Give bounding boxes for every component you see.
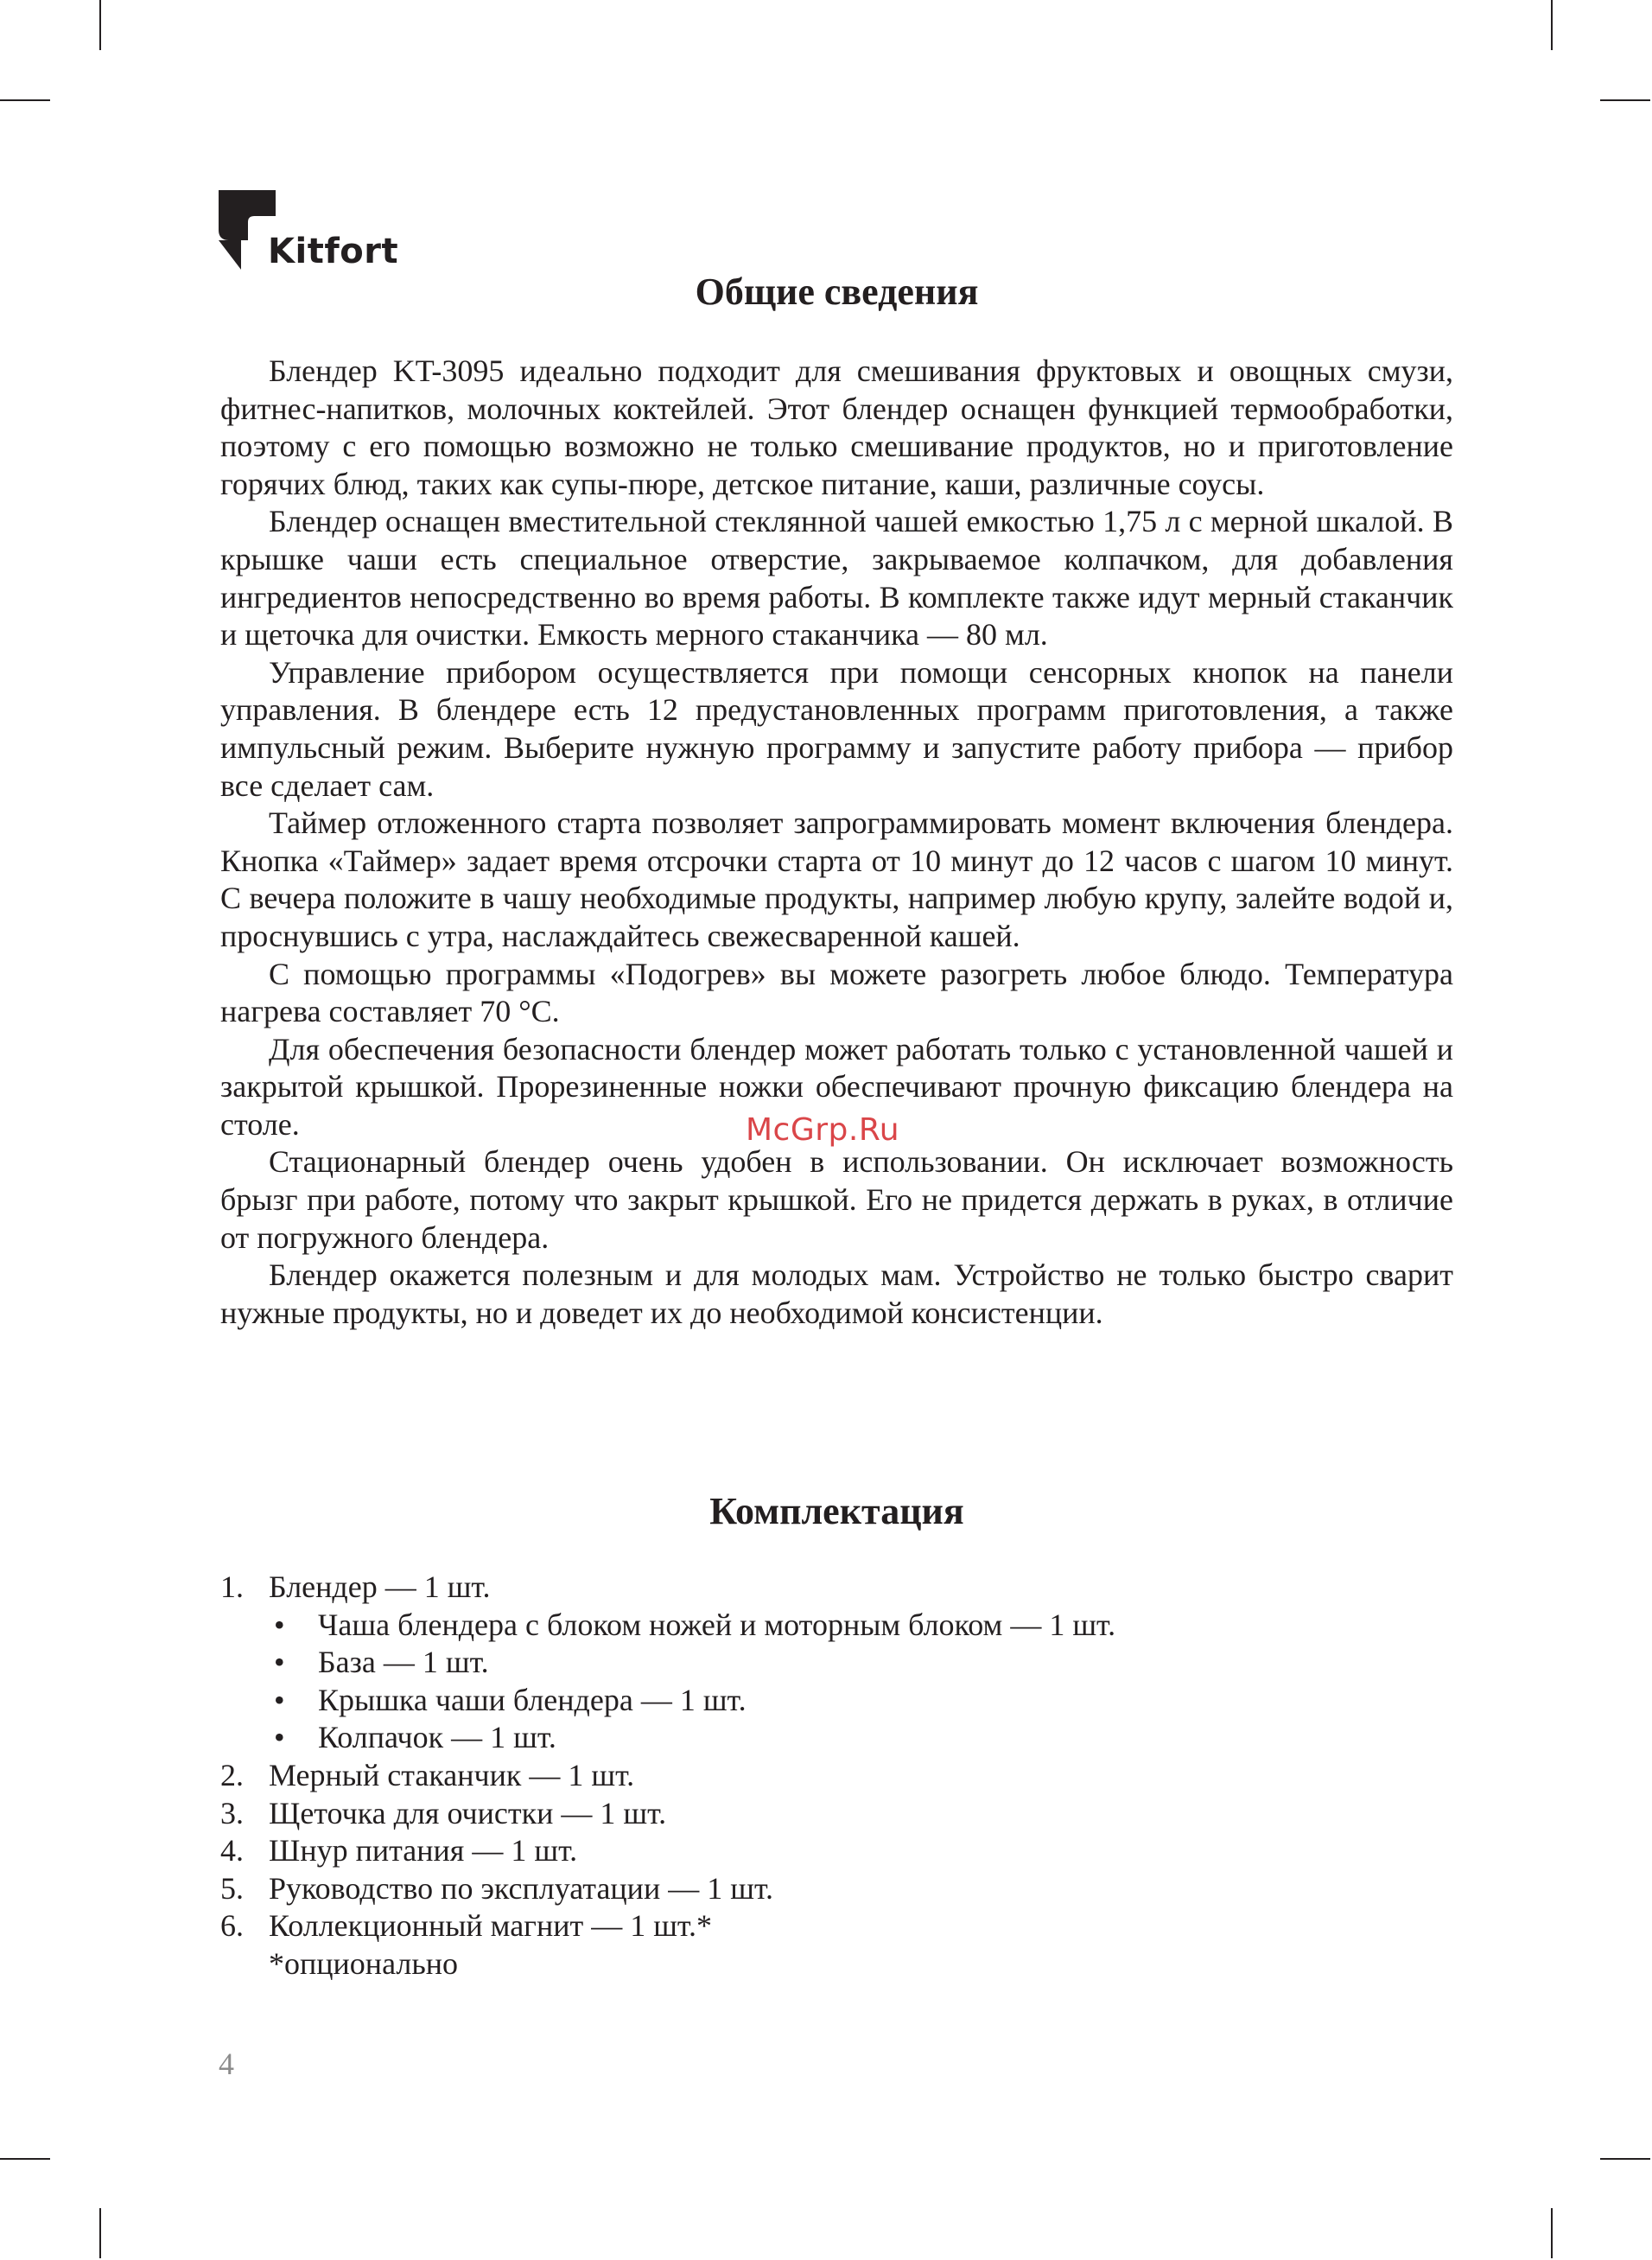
- bullet: •: [274, 1645, 285, 1680]
- paragraph: Таймер отложенного старта позволяет запрограммировать момент включения блендера. Кнопка «Таймер» задает время отсрочки старта от 10 минут до 12 часов с шагом 10 минут. С вечера положите в чашу необходимые продукты, например любую крупу, залейте водой и, проснувшись с утра, наслаждайтесь свежесваренной кашей.: [220, 805, 1453, 953]
- paragraph: Блендер KT-3095 идеально подходит для смешивания фруктовых и овощных смузи, фитнес-напитков, молочных коктейлей. Этот блендер оснащен функцией термообработки, поэтому с его помощью возможно не только смешивание продуктов, но и приготовление горячих блюд, таких как супы-пюре, детское питание, каши, различные соусы.: [220, 353, 1453, 501]
- list-number: 4.: [220, 1833, 244, 1868]
- paragraph: Блендер окажется полезным и для молодых мам. Устройство не только быстро сварит нужные продукты, но и доведет их до необходимой консистенции.: [220, 1257, 1453, 1330]
- general-info-section: [220, 273, 1453, 311]
- kit-section: [220, 1490, 1453, 1532]
- crop-mark: [0, 99, 50, 101]
- general-info-body: [220, 353, 1453, 1332]
- brand-name: Kitfort: [268, 232, 399, 271]
- section-title-general: Общие сведения: [695, 271, 979, 313]
- list-item-text: Щеточка для очистки — 1 шт.: [269, 1795, 667, 1830]
- footnote: *опционально: [269, 1945, 459, 1981]
- list-item-text: Блендер — 1 шт.: [269, 1569, 491, 1604]
- paragraph: С помощью программы «Подогрев» вы можете разогреть любое блюдо. Температура нагрева составляет 70 °С.: [220, 956, 1453, 1029]
- crop-mark: [1551, 0, 1553, 50]
- crop-mark: [1600, 99, 1650, 101]
- list-subitem-text: Чаша блендера с блоком ножей и моторным блоком — 1 шт.: [318, 1607, 1116, 1642]
- paragraph: Управление прибором осуществляется при помощи сенсорных кнопок на панели управления. В блендере есть 12 предустановленных программ приготовления, а также импульсный режим. Выберите нужную программу и запустите работу прибора — прибор все сделает сам.: [220, 654, 1453, 803]
- bullet: •: [274, 1682, 285, 1717]
- list-subitem-text: Колпачок — 1 шт.: [318, 1720, 556, 1755]
- list-number: 5.: [220, 1870, 244, 1906]
- crop-mark: [99, 0, 101, 50]
- page-number: 4: [219, 2047, 234, 2081]
- list-item-text: Руководство по эксплуатации — 1 шт.: [269, 1870, 773, 1906]
- list-subitem-text: Крышка чаши блендера — 1 шт.: [318, 1682, 747, 1717]
- crop-mark: [0, 2158, 50, 2160]
- paragraph: Для обеспечения безопасности блендер может работать только с установленной чашей и закрытой крышкой. Прорезиненные ножки обеспечивают прочную фиксацию блендера на столе.: [220, 1031, 1453, 1142]
- crop-mark: [99, 2208, 101, 2258]
- brand-logo: [219, 190, 399, 271]
- section-title-kit: Комплектация: [709, 1490, 964, 1532]
- bullet: •: [274, 1720, 285, 1755]
- list-number: 3.: [220, 1795, 244, 1830]
- list-item-text: Шнур питания — 1 шт.: [269, 1833, 578, 1868]
- list-subitem-text: База — 1 шт.: [318, 1645, 489, 1680]
- list-number: 1.: [220, 1569, 244, 1604]
- watermark: McGrp.Ru: [746, 1112, 900, 1148]
- list-item-text: Коллекционный магнит — 1 шт.*: [269, 1908, 712, 1944]
- paragraph: Стационарный блендер очень удобен в использовании. Он исключает возможность брызг при работе, потому что закрыт крышкой. Его не придется держать в руках, в отличие от погружного блендера.: [220, 1144, 1453, 1255]
- list-item-text: Мерный стаканчик — 1 шт.: [269, 1757, 635, 1792]
- crop-mark: [1551, 2208, 1553, 2258]
- list-number: 6.: [220, 1908, 244, 1944]
- bullet: •: [274, 1607, 285, 1642]
- crop-mark: [1600, 2158, 1650, 2160]
- list-number: 2.: [220, 1757, 244, 1792]
- paragraph: Блендер оснащен вместительной стеклянной чашей емкостью 1,75 л с мерной шкалой. В крышке чаши есть специальное отверстие, закрываемое колпачком, для добавления ингредиентов непосредственно во время работы. В комплекте также идут мерный стаканчик и щеточка для очистки. Емкость мерного стаканчика — 80 мл.: [220, 504, 1453, 653]
